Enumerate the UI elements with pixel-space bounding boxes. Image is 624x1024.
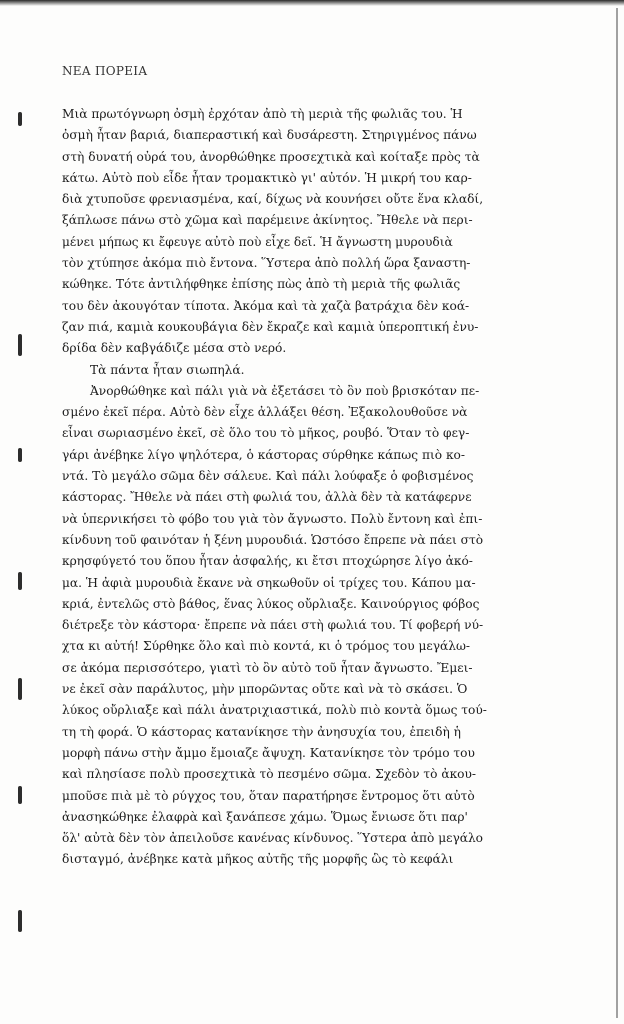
text-line: ξάπλωσε πάνω στὸ χῶμα καὶ παρέμεινε ἀκίνητος. Ἤθελε νὰ περι- <box>62 213 473 228</box>
text-line: ὀσμὴ ἦταν βαριά, διαπεραστική καὶ δυσάρεστη. Στηριγμένος πάνω <box>62 128 477 143</box>
text-line: κριά, ἐντελῶς στὸ βάθος, ἕνας λύκος οὔρλιαξε. Καινούργιος φόβος <box>62 596 480 611</box>
binding-mark <box>18 448 22 462</box>
text-line: διὰ χτυποῦσε φρενιασμένα, καί, δίχως νὰ κουνήσει οὔτε ἕνα κλαδί, <box>62 192 484 207</box>
binding-mark <box>18 334 22 356</box>
text-line: κίνδυνη τοῦ φαινόταν ἡ ξένη μυρουδιά. Ὡστόσο ἔπρεπε νὰ πάει στὸ <box>62 532 484 547</box>
text-line: ὅλ' αὐτὰ δὲν τὸν ἀπειλοῦσε κανένας κίνδυνος. Ὕστερα ἀπὸ μεγάλο <box>62 831 484 846</box>
text-line: διέτρεξε τὸν κάστορα· ἔπρεπε νὰ πάει στὴ φωλιά του. Τί φοβερή νύ- <box>62 618 484 633</box>
text-line: κρησφύγετό του ὅπου ἦταν ἀσφαλής, κι ἔτσι πτοχώρησε λίγο ἀκό- <box>62 554 473 569</box>
binding-mark <box>18 910 22 932</box>
text-line: μποῦσε πιὰ μὲ τὸ ρύγχος του, ὅταν παρατήρησε ἔντρομος ὅτι αὐτὸ <box>62 788 475 803</box>
text-line: μένει μήπως κι ἔφευγε αὐτὸ ποὺ εἶχε δεῖ. Ἡ ἄγνωστη μυρουδιὰ <box>62 234 453 249</box>
text-line: μα. Ἡ ἀφιὰ μυρουδιὰ ἔκανε νὰ σηκωθοῦν οἱ τρίχες του. Κάπου μα- <box>62 575 476 590</box>
text-line: τη τὴ φορά. Ὁ κάστορας κατανίκησε τὴν ἀνησυχία του, ἐπειδὴ ἡ <box>62 724 461 739</box>
text-line: ντά. Τὸ μεγάλο σῶμα δὲν σάλευε. Καὶ πάλι λούφαξε ὁ φοβισμένος <box>62 469 474 484</box>
binding-mark <box>18 112 22 126</box>
text-line: νε ἐκεῖ σὰν παράλυτος, μὴν μπορῶντας οὔτε καὶ νὰ τὸ σκάσει. Ὁ <box>62 682 468 697</box>
binding-mark <box>18 786 22 804</box>
text-line: χτα κι αὐτή! Σύρθηκε ὅλο καὶ πιὸ κοντά, κι ὁ τρόμος του μεγάλω- <box>62 639 471 654</box>
binding-marks <box>0 0 40 1024</box>
text-line: κώθηκε. Τότε ἀντιλήφθηκε ἐπίσης πὼς ἀπὸ τὴ μεριὰ τῆς φωλιᾶς <box>62 277 461 292</box>
text-line: στὴ δυνατή οὐρά του, ἀνορθώθηκε προσεχτικὰ καὶ κοίταξε πρὸς τὰ <box>62 149 480 164</box>
binding-mark <box>18 572 22 590</box>
text-line: δρίδα δὲν καβγάδιζε μέσα στὸ νερό. <box>62 341 287 356</box>
binding-mark <box>18 678 22 700</box>
text-line: σε ἀκόμα περισσότερο, γιατὶ τὸ ὂν αὐτὸ τοῦ ἦταν ἄγνωστο. Ἔμει- <box>62 660 473 675</box>
text-line: σμένο ἐκεῖ πέρα. Αὐτὸ δὲν εἶχε ἀλλάξει θέση. Ἐξακολουθοῦσε νὰ <box>62 405 468 420</box>
text-line: τὸν χτύπησε ἀκόμα πιὸ ἔντονα. Ὕστερα ἀπὸ πολλή ὥρα ξαναστη- <box>62 256 471 271</box>
text-line: καὶ πλησίασε πολὺ προσεχτικὰ τὸ πεσμένο σῶμα. Σχεδὸν τὸ ἀκου- <box>62 767 477 782</box>
text-line: κάστορας. Ἤθελε νὰ πάει στὴ φωλιά του, ἀλλὰ δὲν τὰ κατάφερνε <box>62 490 472 505</box>
text-line: νὰ ὑπερνικήσει τὸ φόβο του γιὰ τὸν ἄγνωστο. Πολὺ ἔντονη καὶ ἐπι- <box>62 511 483 526</box>
text-line: γάρι ἀνέβηκε λίγο ψηλότερα, ὁ κάστορας σύρθηκε κάπως πιὸ κο- <box>62 447 466 462</box>
text-line: Μιὰ πρωτόγνωρη ὀσμὴ ἐρχόταν ἀπὸ τὴ μεριὰ τῆς φωλιᾶς του. Ἡ <box>62 107 463 121</box>
text-line: Τὰ πάντα ἦταν σιωπηλά. <box>90 362 245 377</box>
text-line: εἶναι σωριασμένο ἐκεῖ, σὲ ὅλο του τὸ μῆκος, ρουβό. Ὅταν τὸ φεγ- <box>62 426 470 441</box>
text-line: μορφὴ πάνω στὴν ἄμμο ἔμοιαζε ἄψυχη. Κατανίκησε τὸν τρόμο του <box>62 745 475 760</box>
text-line: του δὲν ἀκουγόταν τίποτα. Ἀκόμα καὶ τὰ χαζὰ βατράχια δὲν κοά- <box>62 298 470 313</box>
text-line: ζαν πιά, καμιὰ κουκουβάγια δὲν ἔκραζε καὶ καμιὰ ὑπεροπτική ἐνυ- <box>62 319 479 334</box>
text-line: κάτω. Αὐτὸ ποὺ εἶδε ἦταν τρομακτικὸ γι' αὐτόν. Ἡ μικρή του καρ- <box>62 170 472 185</box>
text-line: δισταγμό, ἀνέβηκε κατὰ μῆκος αὐτῆς τῆς μορφῆς ὣς τὸ κεφάλι <box>62 852 454 867</box>
text-line: λύκος οὔρλιαξε καὶ πάλι ἀνατριχιαστικά, πολὺ πιὸ κοντὰ ὅμως τού- <box>62 703 487 718</box>
running-header: ΝΕΑ ΠΟΡΕΙΑ <box>62 64 148 78</box>
text-line: Ἀνορθώθηκε καὶ πάλι γιὰ νὰ ἐξετάσει τὸ ὂν ποὺ βρισκόταν πε- <box>90 383 480 398</box>
body-text <box>62 104 570 871</box>
text-line: ἀνασηκώθηκε ἐλαφρὰ καὶ ξανάπεσε χάμω. Ὅμως ἔνιωσε ὅτι παρ' <box>62 809 468 824</box>
page-right-edge <box>616 8 618 1018</box>
scan-top-shadow <box>0 0 624 6</box>
